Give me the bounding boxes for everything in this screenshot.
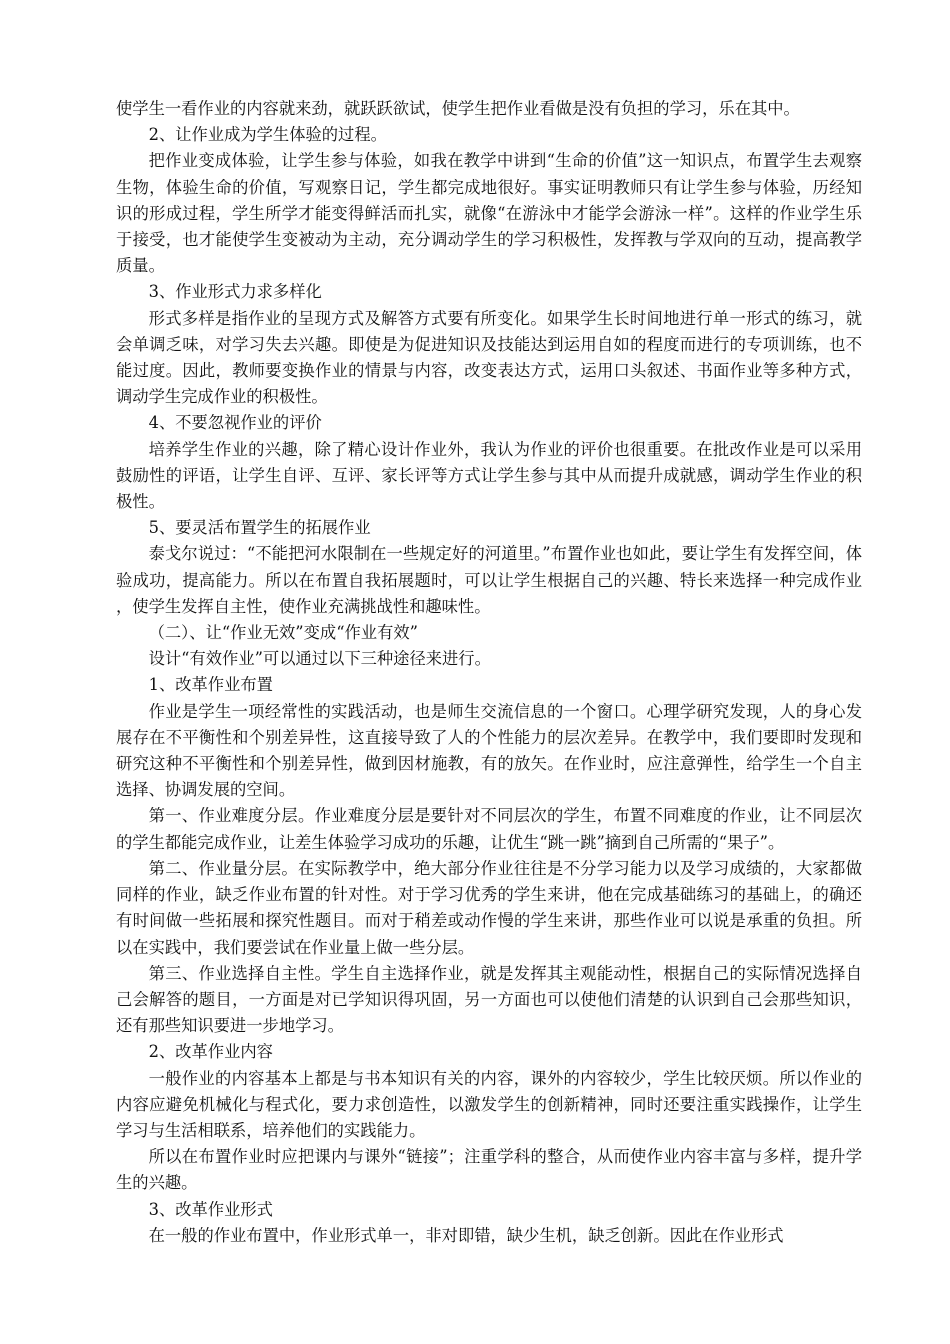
paragraph: 一般作业的内容基本上都是与书本知识有关的内容，课外的内容较少，学生比较厌烦。所以作业的内容应避免机械化与程式化，要力求创造性，以激发学生的创新精神，同时还要注重实践操作，让学生学习与生活相联系，培养他们的实践能力。	[116, 1068, 862, 1140]
section-heading: 2、让作业成为学生体验的过程。	[148, 125, 387, 145]
paragraph: 培养学生作业的兴趣，除了精心设计作业外，我认为作业的评价也很重要。在批改作业是可以采用鼓励性的评语，让学生自评、互评、家长评等方式让学生参与其中从而提升成就感，调动学生作业的积极性。	[116, 439, 862, 512]
section-heading: 3、改革作业形式	[148, 1199, 273, 1219]
section-heading: 2、改革作业内容	[148, 1042, 273, 1062]
document-body	[116, 96, 862, 1249]
section-heading: 1、改革作业布置	[148, 675, 273, 695]
paragraph: 设计“有效作业”可以通过以下三种途径来进行。	[148, 649, 491, 669]
paragraph: 在一般的作业布置中，作业形式单一，非对即错，缺少生机，缺乏创新。因此在作业形式	[148, 1225, 784, 1245]
paragraph: 泰戈尔说过：“不能把河水限制在一些规定好的河道里。”布置作业也如此，要让学生有发挥空间，体验成功，提高能力。所以在布置自我拓展题时，可以让学生根据自己的兴趣、特长来选择一种完成作业，使学生发挥自主性，使作业充满挑战性和趣味性。	[116, 544, 862, 616]
paragraph: 第三、作业选择自主性。学生自主选择作业，就是发挥其主观能动性，根据自己的实际情况选择自己会解答的题目，一方面是对已学知识得巩固，另一方面也可以使他们清楚的认识到自己会那些知识，还有那些知识要进一步地学习。	[116, 963, 862, 1036]
section-heading: （二）、让“作业无效”变成“作业有效”	[148, 623, 418, 643]
paragraph-continued: 使学生一看作业的内容就来劲，就跃跃欲试，使学生把作业看做是没有负担的学习，乐在其中。	[116, 99, 800, 118]
paragraph: 第二、作业量分层。在实际教学中，绝大部分作业往往是不分学习能力以及学习成绩的，大家都做同样的作业，缺乏作业布置的针对性。对于学习优秀的学生来讲，他在完成基础练习的基础上，的确还有时间做一些拓展和探究性题目。而对于稍差或动作慢的学生来讲，那些作业可以说是承重的负担。所以在实践中，我们要尝试在作业量上做一些分层。	[116, 858, 862, 957]
section-heading: 4、不要忽视作业的评价	[148, 413, 322, 433]
paragraph: 第一、作业难度分层。作业难度分层是要针对不同层次的学生，布置不同难度的作业，让不同层次的学生都能完成作业，让差生体验学习成功的乐趣，让优生“跳一跳”摘到自己所需的“果子”。	[116, 806, 862, 852]
paragraph: 所以在布置作业时应把课内与课外“链接”；注重学科的整合，从而使作业内容丰富与多样，提升学生的兴趣。	[116, 1147, 862, 1193]
section-heading: 5、要灵活布置学生的拓展作业	[148, 518, 371, 538]
section-heading: 3、作业形式力求多样化	[148, 282, 322, 302]
paragraph: 形式多样是指作业的呈现方式及解答方式要有所变化。如果学生长时间地进行单一形式的练习，就会单调乏味，对学习失去兴趣。即使是为促进知识及技能达到运用自如的程度而进行的专项训练，也不能过度。因此，教师要变换作业的情景与内容，改变表达方式，运用口头叙述、书面作业等多种方式，调动学生完成作业的积极性。	[116, 308, 862, 407]
paragraph: 作业是学生一项经常性的实践活动，也是师生交流信息的一个窗口。心理学研究发现，人的身心发展存在不平衡性和个别差异性，这直接导致了人的个性能力的层次差异。在教学中，我们要即时发现和研究这种不平衡性和个别差异性，做到因材施教，有的放矢。在作业时，应注意弹性，给学生一个自主选择、协调发展的空间。	[116, 701, 862, 800]
paragraph: 把作业变成体验，让学生参与体验，如我在教学中讲到“生命的价值”这一知识点，布置学生去观察生物，体验生命的价值，写观察日记，学生都完成地很好。事实证明教师只有让学生参与体验，历经知识的形成过程，学生所学才能变得鲜活而扎实，就像“在游泳中才能学会游泳一样”。这样的作业学生乐于接受，也才能使学生变被动为主动，充分调动学生的学习积极性，发挥教与学双向的互动，提高教学质量。	[116, 151, 862, 276]
